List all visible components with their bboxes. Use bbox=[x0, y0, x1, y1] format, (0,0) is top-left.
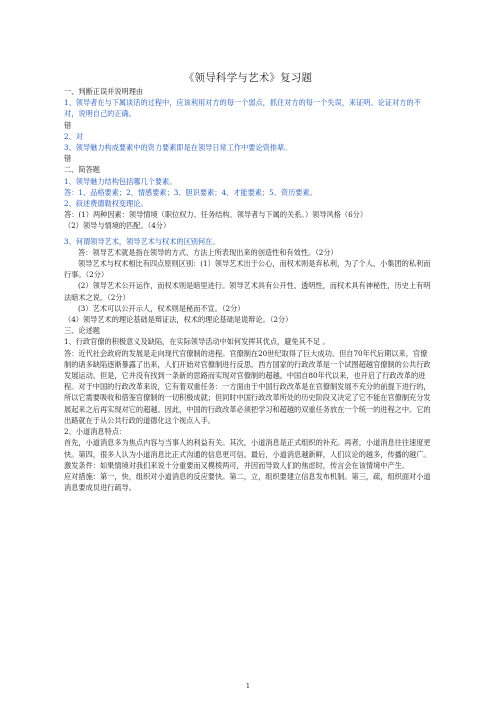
text-line: 答：(1）两种因素：领导情境（职位权力、任务结构、领导者与下属的关系。）领导风格（6分） bbox=[64, 210, 368, 220]
text-line: 1、领导魅力结构包括哪几个要素。 bbox=[64, 176, 177, 186]
text-line: 二、简答题 bbox=[64, 165, 100, 175]
text-line: 2、对 bbox=[64, 131, 83, 141]
text-line: 2、叙述费德勒权变理论。 bbox=[64, 199, 148, 209]
text-line: 2、小道消息特点： bbox=[64, 427, 127, 437]
text-line: 答：领导艺术就是指在领导的方式、方法上所表现出来的创造性和有效性。（2分） bbox=[78, 247, 338, 257]
text-line: 答：1、品格要素；2、情感要素；3、胆识要素；4、才能要素；5、资历要素。 bbox=[64, 187, 317, 197]
text-line: 3、领导魅力构成要素中的资力要素即是在领导日常工作中要论资排辈。 bbox=[64, 143, 292, 153]
text-line: 一、判断正误并说明理由 bbox=[64, 87, 144, 96]
text-line: （2）领导与情境的匹配。（4分） bbox=[64, 221, 171, 231]
text-line: 应对措施：第一，快，组织对小道消息的反应要快。第二，立，组织要建立信息发布机制。第三，疏，组织面对小道消息要成员进行疏导。 bbox=[64, 471, 431, 493]
text-line: 激发条件：如果情境对我们来说十分重要而又模棱两可，并因而导致人们的焦虑时，传言会在该情境中产生。 bbox=[64, 460, 410, 470]
text-line: 答：近代社会政府的发展是走向现代官僚制的进程。官僚制在20世纪取得了巨大成功。但自70年代后期以来，官僚制的诸多缺陷逐渐暴露了出来，人们开始对官僚制进行反思。西方国家的行政改革是一个试图超越官僚制的公共行政发展运动。但是，它并没有找到一条新的思路而实现对官僚制的超越。中国自80年代以来，也开启了行政改革的进程。对于中国的行政改革来说，它有着双重任务：一方面由于中国行政改革是在官僚制发展不充分的前提下进行的，所以它需要吸收和借鉴官僚制的一切积极成就；但同时中国行政改革所处的历史阶段又决定了它不能在官僚制充分发展起来之后再实现对它的超越。因此，中国的行政改革必须把学习和超越的双重任务放在一个统一的进程之中。它的出路就在于从公共行政的道德化这个视点入手。 bbox=[64, 348, 431, 425]
page-number: 1 bbox=[245, 682, 251, 690]
document-title: 《领导科学与艺术》复习题 bbox=[183, 72, 313, 84]
text-line: 首先，小道消息多为焦点内容与当事人的利益有关。其次，小道消息是正式组织的补充。再者，小道消息往往速度更快。第四，很多人认为小道消息比正式沟通的信息更可信。最后，小道消息越新鲜，人们议论的越多，传播的越广。 bbox=[64, 438, 431, 459]
document-body bbox=[64, 86, 434, 493]
text-line: 3、何谓领导艺术，领导艺术与权术的区别何在。 bbox=[64, 236, 220, 246]
text-line: 错 bbox=[64, 120, 72, 130]
text-line: 1、行政官僚的积极意义及缺陷，在实际领导活动中如何发挥其优点，避免其不足 。 bbox=[64, 337, 330, 347]
text-line: (3）艺术可以公开示人，权术则是秘而不宣。（2分） bbox=[78, 303, 245, 313]
text-line: 错 bbox=[64, 154, 72, 164]
text-line: （4）领导艺术的理论基础是辩证法，权术的理论基础是诡辩论。（2分） bbox=[64, 315, 293, 325]
text-line: 领导艺术与权术相比有四点原则区别：(1）领导艺术出于公心，而权术则是弃私利，为了个人、小集团的私利而行事。（2分） bbox=[64, 259, 431, 280]
text-line: (2）领导艺术公开运作，而权术则是暗里进行。领导艺术具有公开性、透明性，而权术具有神秘性，历史上有明法暗术之说。（2分） bbox=[64, 281, 431, 302]
text-line: 1、领导者在与下属谈话的过程中，应该利用对方的每一个弱点，抓住对方的每一个失误，来证明、论证对方的不对，说明自己的正确。 bbox=[64, 98, 421, 119]
text-line: 三、论述题 bbox=[64, 326, 100, 336]
